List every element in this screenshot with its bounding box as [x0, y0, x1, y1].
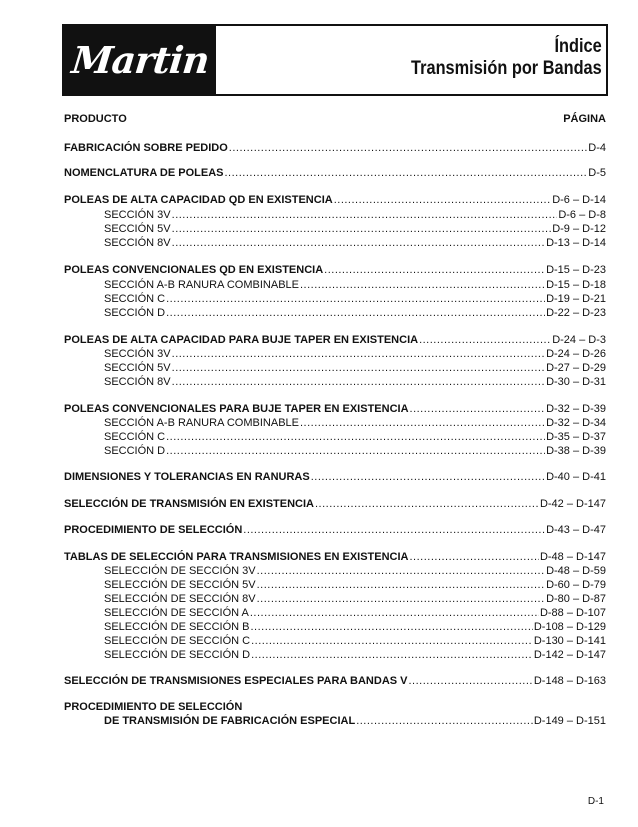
toc-entry: [64, 550, 606, 564]
leader-dots: [311, 470, 545, 484]
toc-label: SECCIÓN 8V: [104, 237, 171, 249]
toc-label: POLEAS CONVENCIONALES PARA BUJE TAPER EN EXISTENCIA: [64, 403, 409, 415]
toc-label: SECCIÓN D: [104, 445, 166, 457]
toc-label: SELECCIÓN DE TRANSMISIÓN EN EXISTENCIA: [64, 498, 314, 510]
toc-page: D-30 – D-31: [546, 376, 606, 388]
martin-logo: [64, 26, 216, 94]
toc-page: D-48 – D-147: [539, 551, 606, 563]
page-number: D-1: [587, 796, 604, 807]
toc-label: SELECCIÓN DE SECCIÓN B: [104, 621, 250, 633]
toc-label: SELECCIÓN DE SECCIÓN 8V: [104, 593, 256, 605]
toc-label: SECCIÓN A-B RANURA COMBINABLE: [104, 417, 299, 429]
toc-entry: [64, 674, 606, 688]
toc-subentry: [104, 208, 606, 222]
toc-entry: [64, 470, 606, 484]
toc-entry: [64, 523, 606, 537]
toc-page: D-35 – D-37: [546, 431, 606, 443]
toc-page: D-24 – D-3: [552, 334, 606, 346]
toc-subentry: [104, 278, 606, 292]
toc-subentry: [104, 714, 606, 728]
toc-subentry: [104, 306, 606, 320]
toc-label: DIMENSIONES Y TOLERANCIAS EN RANURAS: [64, 471, 310, 483]
toc-page: D-40 – D-41: [546, 471, 606, 483]
toc-page: D-19 – D-21: [546, 293, 606, 305]
toc-entry: [64, 166, 606, 180]
toc-subentry: [104, 222, 606, 236]
toc-subentry: [104, 347, 606, 361]
leader-dots: [300, 278, 545, 292]
column-headers: [64, 113, 606, 125]
leader-dots: [250, 620, 532, 634]
toc-page: D-42 – D-147: [539, 498, 606, 510]
leader-dots: [172, 236, 545, 250]
leader-dots: [315, 497, 539, 511]
toc-page: D-80 – D-87: [546, 593, 606, 605]
leader-dots: [419, 333, 551, 347]
toc-label: SELECCIÓN DE SECCIÓN C: [104, 635, 251, 647]
toc-page: D-38 – D-39: [546, 445, 606, 457]
toc-page: D-149 – D-151: [533, 715, 606, 727]
leader-dots: [166, 444, 545, 458]
leader-dots: [172, 375, 545, 389]
toc-entry: [64, 141, 606, 155]
toc-label: SELECCIÓN DE SECCIÓN D: [104, 649, 251, 661]
leader-dots: [257, 592, 545, 606]
leader-dots: [251, 634, 533, 648]
leader-dots: [172, 347, 545, 361]
leader-dots: [229, 141, 587, 155]
toc-subentry: [104, 592, 606, 606]
toc-page: D-60 – D-79: [546, 579, 606, 591]
title-indice: Índice: [554, 36, 602, 57]
toc-page: D-6 – D-14: [552, 194, 606, 206]
toc-label: SECCIÓN 3V: [104, 348, 171, 360]
toc-label: POLEAS DE ALTA CAPACIDAD PARA BUJE TAPER EN EXISTENCIA: [64, 334, 419, 346]
leader-dots: [409, 674, 533, 688]
toc-label: SELECCIÓN DE SECCIÓN 3V: [104, 565, 256, 577]
leader-dots: [257, 578, 545, 592]
toc-label: SECCIÓN 5V: [104, 223, 171, 235]
leader-dots: [172, 222, 552, 236]
toc-page: D-4: [588, 142, 606, 154]
column-product: PRODUCTO: [64, 113, 127, 125]
toc-subentry: [104, 430, 606, 444]
toc-page: D-15 – D-23: [546, 264, 606, 276]
toc-page: D-15 – D-18: [546, 279, 606, 291]
toc-label: SECCIÓN C: [104, 293, 166, 305]
toc-label: SECCIÓN 3V: [104, 209, 171, 221]
toc-page: D-108 – D-129: [533, 621, 606, 633]
leader-dots: [172, 361, 545, 375]
toc-subentry: [104, 578, 606, 592]
leader-dots: [356, 714, 533, 728]
toc-entry: [64, 700, 606, 714]
toc-page: D-142 – D-147: [533, 649, 606, 661]
toc-label: SECCIÓN A-B RANURA COMBINABLE: [104, 279, 299, 291]
toc-page: D-32 – D-34: [546, 417, 606, 429]
leader-dots: [225, 166, 588, 180]
toc-subentry: [104, 361, 606, 375]
toc-page: D-130 – D-141: [533, 635, 606, 647]
toc-label: SECCIÓN D: [104, 307, 166, 319]
toc-page: D-32 – D-39: [546, 403, 606, 415]
toc-page: D-48 – D-59: [546, 565, 606, 577]
toc-subentry: [104, 634, 606, 648]
toc-subentry: [104, 292, 606, 306]
leader-dots: [166, 306, 545, 320]
toc-label: SECCIÓN 5V: [104, 362, 171, 374]
toc-label: SECCIÓN C: [104, 431, 166, 443]
toc-page: D-148 – D-163: [533, 675, 606, 687]
leader-dots: [250, 606, 539, 620]
toc-label: PROCEDIMIENTO DE SELECCIÓN: [64, 701, 243, 713]
toc-entry: [64, 497, 606, 511]
toc-page: D-6 – D-8: [558, 209, 606, 221]
toc-label: TABLAS DE SELECCIÓN PARA TRANSMISIONES EN EXISTENCIA: [64, 551, 409, 563]
toc-page: D-24 – D-26: [546, 348, 606, 360]
toc-label: NOMENCLATURA DE POLEAS: [64, 167, 224, 179]
toc-page: D-88 – D-107: [539, 607, 606, 619]
toc-subentry: [104, 416, 606, 430]
leader-dots: [410, 550, 539, 564]
toc-subentry: [104, 620, 606, 634]
leader-dots: [172, 208, 558, 222]
header-titles: [380, 36, 602, 80]
toc-entry: [64, 333, 606, 347]
leader-dots: [410, 402, 546, 416]
toc-label: DE TRANSMISIÓN DE FABRICACIÓN ESPECIAL: [104, 715, 356, 727]
logo-text: Martin: [69, 38, 211, 82]
leader-dots: [257, 564, 545, 578]
toc-subentry: [104, 564, 606, 578]
leader-dots: [166, 430, 545, 444]
toc-label: SELECCIÓN DE TRANSMISIONES ESPECIALES PARA BANDAS V: [64, 675, 408, 687]
toc-label: PROCEDIMIENTO DE SELECCIÓN: [64, 524, 243, 536]
toc-entry: [64, 402, 606, 416]
toc-page: D-13 – D-14: [546, 237, 606, 249]
toc-subentry: [104, 236, 606, 250]
toc-entry: [64, 263, 606, 277]
leader-dots: [324, 263, 545, 277]
toc-label: POLEAS CONVENCIONALES QD EN EXISTENCIA: [64, 264, 324, 276]
toc-subentry: [104, 606, 606, 620]
toc-entry: [64, 193, 606, 207]
toc-label: POLEAS DE ALTA CAPACIDAD QD EN EXISTENCIA: [64, 194, 333, 206]
toc-page: D-5: [588, 167, 606, 179]
leader-dots: [334, 193, 552, 207]
leader-dots: [166, 292, 545, 306]
toc-page: D-27 – D-29: [546, 362, 606, 374]
toc-label: SELECCIÓN DE SECCIÓN A: [104, 607, 249, 619]
toc-subentry: [104, 375, 606, 389]
leader-dots: [300, 416, 545, 430]
leader-dots: [251, 648, 533, 662]
toc-page: D-43 – D-47: [546, 524, 606, 536]
leader-dots: [243, 523, 545, 537]
toc-label: SECCIÓN 8V: [104, 376, 171, 388]
title-transmision: Transmisión por Bandas: [411, 58, 602, 79]
toc-subentry: [104, 648, 606, 662]
toc-page: D-22 – D-23: [546, 307, 606, 319]
toc-page: D-9 – D-12: [552, 223, 606, 235]
toc-label: SELECCIÓN DE SECCIÓN 5V: [104, 579, 256, 591]
toc-subentry: [104, 444, 606, 458]
column-page: PÁGINA: [563, 113, 606, 125]
toc-label: FABRICACIÓN SOBRE PEDIDO: [64, 142, 228, 154]
